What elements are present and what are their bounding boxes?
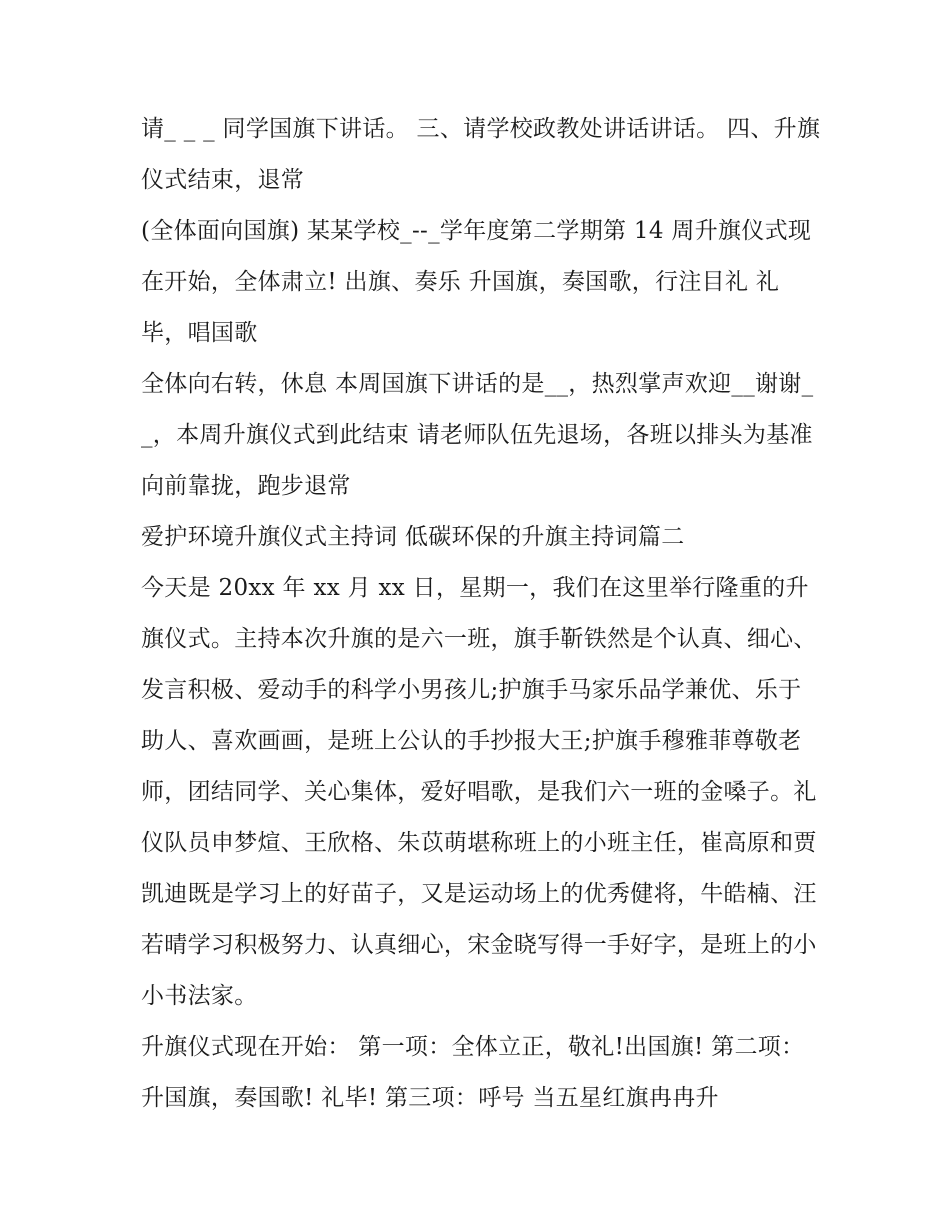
paragraph-ceremony-opening: (全体面向国旗) 某某学校_--_学年度第二学期第 14 周升旗仪式现在开始，全体肃立! 出旗、奏乐 升国旗，奏国歌，行注目礼 礼毕，唱国歌	[141, 218, 812, 346]
paragraph-ceremony-start: 升旗仪式现在开始： 第一项：全体立正，敬礼!出国旗! 第二项：升国旗，奏国歌! 礼毕! 第三项：呼号 当五星红旗冉冉升	[141, 1034, 805, 1111]
paragraph-speech-and-dismissal: 全体向右转，休息 本周国旗下讲话的是__，热烈掌声欢迎__谢谢__，本周升旗仪式到此结束 请老师队伍先退场，各班以排头为基准向前靠拢，跑步退常	[141, 371, 814, 499]
paragraph-ceremony-steps: 请_ _ _ 同学国旗下讲话。 三、请学校政教处讲话讲话。 四、升旗仪式结束，退常	[141, 116, 821, 193]
document-body	[141, 104, 821, 1124]
section-heading: 爱护环境升旗仪式主持词 低碳环保的升旗主持词篇二	[141, 524, 685, 550]
paragraph-flag-team-introduction: 今天是 20xx 年 xx 月 xx 日，星期一，我们在这里举行隆重的升旗仪式。主持本次升旗的是六一班，旗手靳铁然是个认真、细心、发言积极、爱动手的科学小男孩儿;护旗手马家乐品学兼优、乐于助人、喜欢画画，是班上公认的手抄报大王;护旗手穆雅菲尊敬老师，团结同学、关心集体，爱好唱歌，是我们六一班的金嗓子。礼仪队员申梦煊、王欣格、朱苡萌堪称班上的小班主任，崔高原和贾凯迪既是学习上的好苗子，又是运动场上的优秀健将，牛皓楠、汪若晴学习积极努力、认真细心，宋金晓写得一手好字，是班上的小小书法家。	[141, 575, 817, 1009]
